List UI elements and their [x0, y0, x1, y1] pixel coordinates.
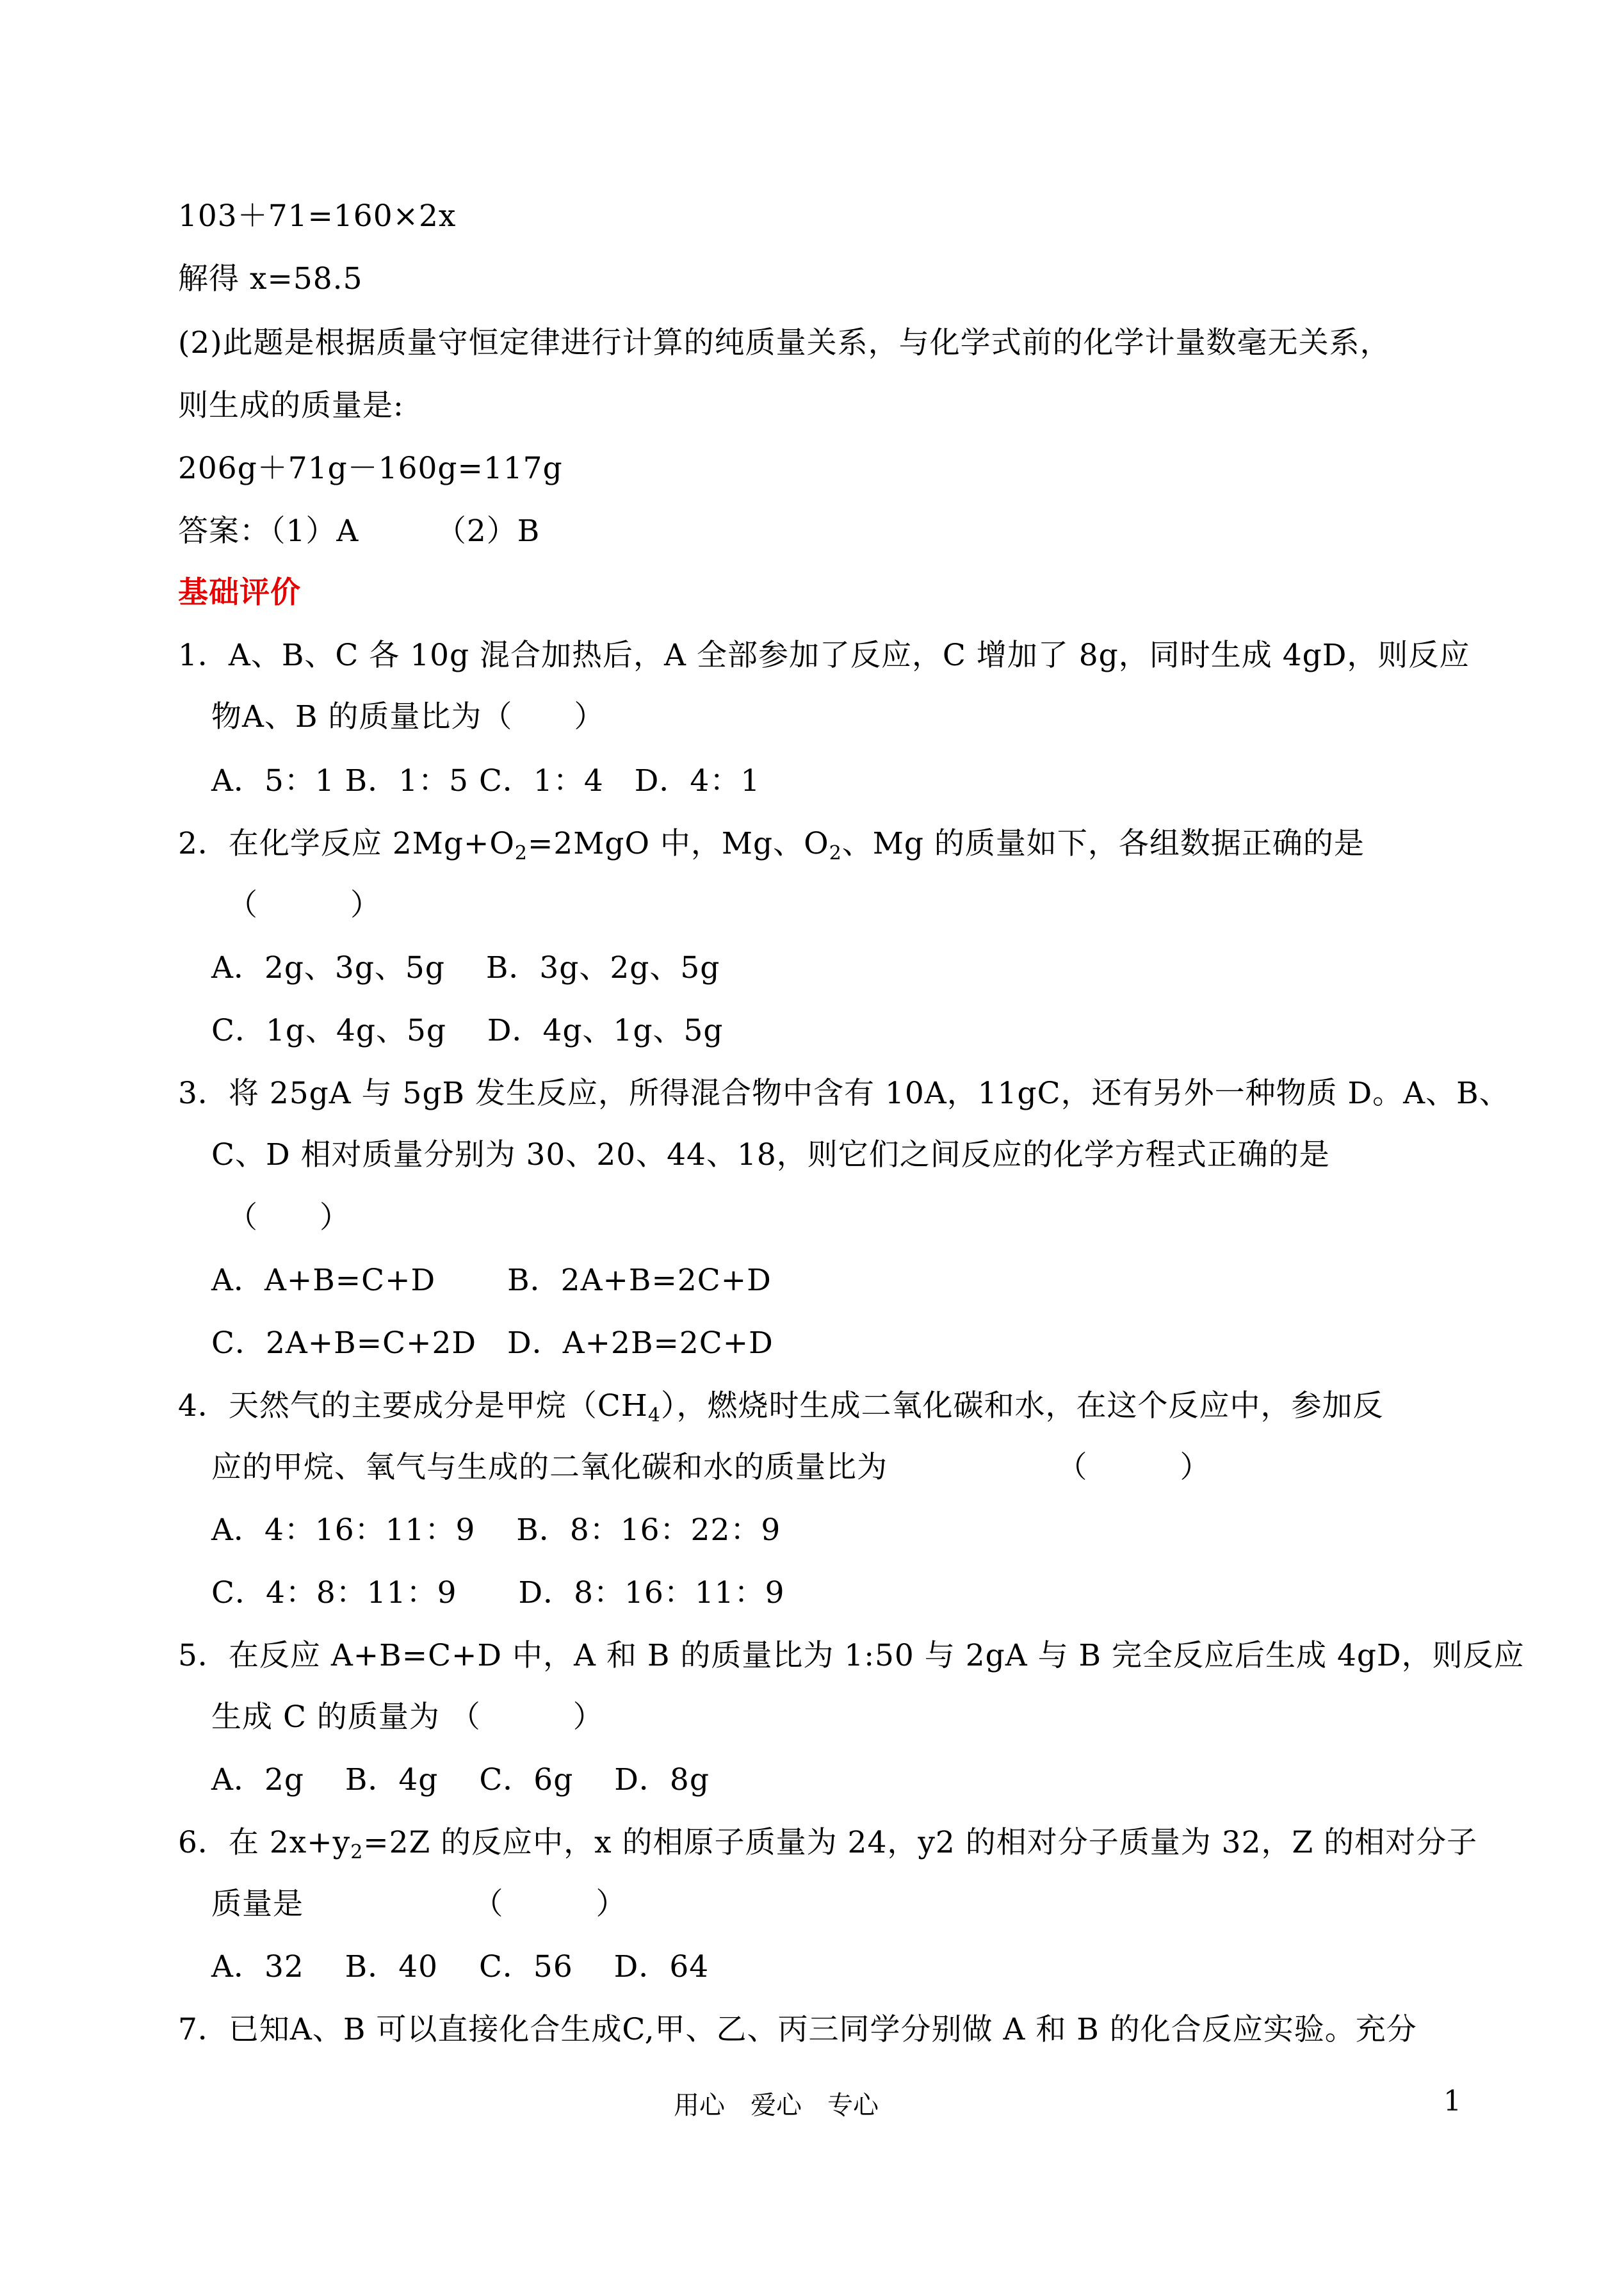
question-2-text: 2．在化学反应 $2Mg+O_2=2MgO$ 中，Mg、$O_2$、Mg 的质量如下，各组数据正确的是	[178, 826, 1365, 864]
question-7-text: 7．已知A、B 可以直接化合生成C,甲、乙、丙三同学分别做 A 和 B 的化合反应实验。充分	[178, 2012, 1417, 2047]
question-3-options: A．A+B=C+D B．2A+B=2C+D	[211, 1263, 772, 1298]
question-1-text: 物A、B 的质量比为（ ）	[211, 699, 605, 734]
question-4-text: 应的甲烷、氧气与生成的二氧化碳和水的质量比为 （ ）	[211, 1450, 1211, 1485]
page-footer: 用心 爱心 专心	[674, 2091, 879, 2120]
equation-line: 103＋71=160×2x	[178, 199, 457, 234]
question-1-text: 1．A、B、C 各 10g 混合加热后，A 全部参加了反应，C 增加了 8g，同时生成 4gD，则反应	[178, 638, 1470, 673]
question-6-text: 质量是 （ ）	[211, 1886, 627, 1922]
explanation-line: (2)此题是根据质量守恒定律进行计算的纯质量关系，与化学式前的化学计量数毫无关系，	[178, 325, 1391, 361]
question-4-options: A．4：16：11：9 B．8：16：22：9	[211, 1512, 781, 1548]
question-1-options: A．5：1 B．1：5 C．1：4 D．4：1	[211, 763, 761, 799]
question-4-text: 4．天然气的主要成分是甲烷$(CH_4)$，燃烧时生成二氧化碳和水，在这个反应中，参加反	[178, 1388, 1384, 1427]
page-number: 1	[1443, 2085, 1461, 2118]
question-5-text: 5．在反应 A+B=C+D 中，A 和 B 的质量比为 1:50 与 2gA 与 B 完全反应后生成 4gD，则反应	[178, 1638, 1525, 1673]
question-2-options: C．1g、4g、5g D．4g、1g、5g	[211, 1013, 724, 1048]
question-3-text: C、D 相对质量分别为 30、20、44、18，则它们之间反应的化学方程式正确的是	[211, 1137, 1330, 1172]
question-2-options: A．2g、3g、5g B．3g、2g、5g	[211, 950, 720, 985]
equation-line: 206g＋71g－160g=117g	[178, 451, 563, 486]
question-5-options: A．2g B．4g C．6g D．8g	[211, 1762, 710, 1797]
section-heading: 基础评价	[178, 575, 301, 610]
question-6-text: 6．在 $2x+y_2=2Z$ 的反应中，x 的相原子质量为 24，y2 的相对分子质量为 32，Z 的相对分子	[178, 1825, 1478, 1863]
question-6-options: A．32 B．40 C．56 D．64	[211, 1949, 710, 1984]
question-5-text: 生成 C 的质量为 （ ）	[211, 1699, 604, 1735]
answer-blank: （ ）	[227, 1200, 350, 1235]
answer-blank: （ ）	[227, 888, 381, 923]
question-3-text: 3．将 25gA 与 5gB 发生反应，所得混合物中含有 10A，11gC，还有另外一种物质 D。A、B、	[178, 1076, 1510, 1111]
solution-line: 解得 x=58.5	[178, 261, 363, 296]
explanation-line: 则生成的质量是:	[178, 388, 404, 423]
answer-line: 答案：（1）A （2）B	[178, 514, 540, 549]
question-3-options: C．2A+B=C+2D D．A+2B=2C+D	[211, 1326, 774, 1361]
question-4-options: C．4：8：11：9 D．8：16：11：9	[211, 1575, 785, 1610]
